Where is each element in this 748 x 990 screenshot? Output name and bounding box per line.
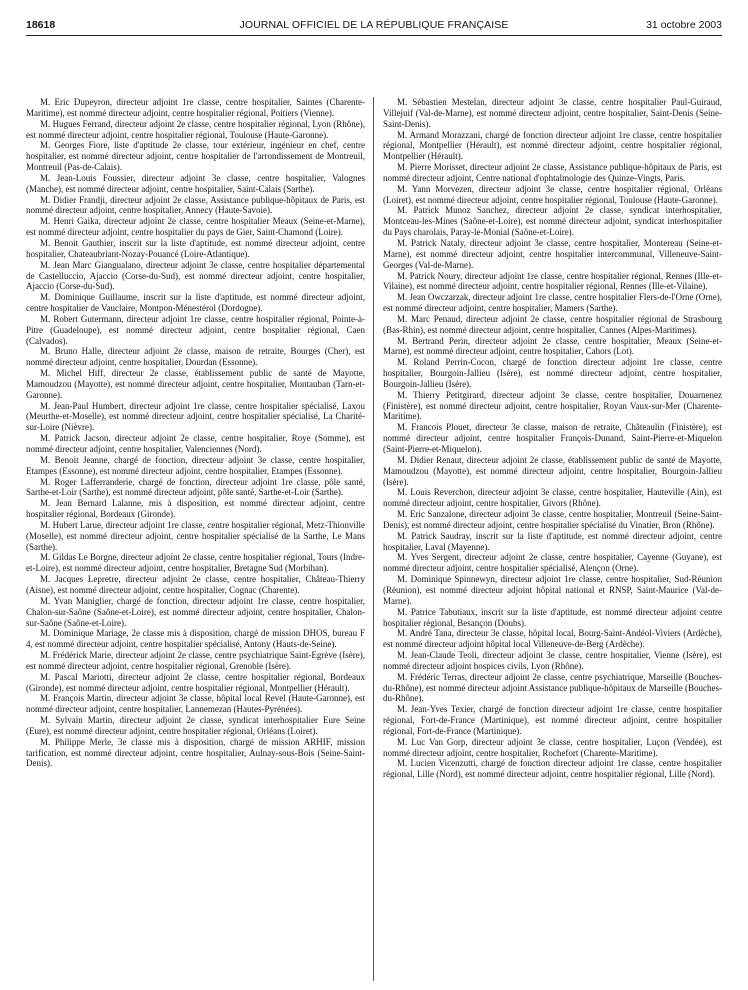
appointment-entry: M. Yann Morvezen, directeur adjoint 3e classe, centre hospitalier régional, Orléans (Loiret), est nommé directeur adjoint, centre hospitalier régional, Toulouse (Haute-Garonne). [383,183,722,205]
appointment-entry: M. Sylvain Martin, directeur adjoint 2e classe, syndicat interhospitalier Eure Seine (Eure), est nommé directeur adjoint, centre hospitalier régional, Orléans (Loiret). [26,715,365,736]
appointment-entry: M. Pierre Morisset, directeur adjoint 2e classe, Assistance publique-hôpitaux de Paris, est nommé directeur adjoint, Centre national d'ophtalmologie des Quinze-Vingts, Paris. [383,162,722,183]
appointment-entry: M. Patrick Munoz Sanchez, directeur adjoint 2e classe, syndicat interhospitalier, Montceau-les-Mines (Saône-et-Loire), est nommé directeur adjoint, syndicat interhospitalier du Pays charolais, Paray-le-Monial (Saône-et-Loire). [383,205,722,238]
page-number: 18618 [26,19,56,31]
appointment-entry: M. Hubert Larue, directeur adjoint 1re classe, centre hospitalier régional, Metz-Thionville (Moselle), est nommé directeur adjoint, centre hospitalier spécialisé de la Sarthe, Le Mans (Sarthe). [26,519,365,552]
appointment-entry: M. Roger Lafferranderie, chargé de fonction, directeur adjoint 1re classe, pôle santé, Sarthe-et-Loir (Sarthe), est nommé directeur adjoint, pôle santé, Sarthe-et-Loir (Sarthe). [26,476,365,498]
appointment-entry: M. Jean Owczarzak, directeur adjoint 1re classe, centre hospitalier Flers-de-l'Orne (Orne), est nommé directeur adjoint, centre hospitalier, Mamers (Sarthe). [383,292,722,314]
appointment-entry: M. Robert Gutermann, directeur adjoint 1re classe, centre hospitalier régional, Pointe-à-Pitre (Guadeloupe), est nommé directeur adjoint, centre hospitalier régional, Caen (Calvados). [26,313,365,346]
appointment-entry: M. Marc Penaud, directeur adjoint 2e classe, centre hospitalier régional de Strasbourg (Bas-Rhin), est nommé directeur adjoint, centre hospitalier, Cannes (Alpes-Maritimes). [383,313,722,335]
column-separator [373,97,374,981]
appointment-entry: M. Patrick Jacson, directeur adjoint 2e classe, centre hospitalier, Roye (Somme), est nommé directeur adjoint, centre hospitalier, Valenciennes (Nord). [26,433,365,454]
appointment-entry: M. Eric Dupeyron, directeur adjoint 1re classe, centre hospitalier, Saintes (Charente-Maritime), est nommé directeur adjoint, centre hospitalier régional, Poitiers (Vienne). [26,97,365,118]
appointment-entry: M. Benoit Jeanne, chargé de fonction, directeur adjoint 3e classe, centre hospitalier, Etampes (Essonne), est nommé directeur adjoint, centre hospitalier, Etampes (Essonne). [26,454,365,476]
appointment-entry: M. Didier Renaut, directeur adjoint 2e classe, établissement public de santé de Mayotte, Mamoudzou (Mayotte), est nommé directeur adjoint, centre hospitalier, Bourgoin-Jallieu (Isère). [383,454,722,487]
left-column [26,97,365,769]
appointment-entry: M. Louis Reverchon, directeur adjoint 3e classe, centre hospitalier, Hauteville (Ain), est nommé directeur adjoint, centre hospitalier, Givors (Rhône). [383,487,722,509]
appointment-entry: M. Luc Van Gorp, directeur adjoint 3e classe, centre hospitalier, Luçon (Vendée), est nommé directeur adjoint, centre hospitalier, Rochefort (Charente-Maritime). [383,736,722,758]
appointment-entry: M. Frédéric Terras, directeur adjoint 2e classe, centre psychiatrique, Marseille (Bouches-du-Rhône), est nommé directeur adjoint Assistance publique-hôpitaux de Marseille (Bouches-du-Rhône). [383,671,722,704]
appointment-entry: M. André Tana, directeur 3e classe, hôpital local, Bourg-Saint-Andéol-Viviers (Ardèche), est nommé directeur adjoint hôpital local Villeneuve-de-Berg (Ardèche). [383,628,722,650]
appointment-entry: M. Lucien Vicenzutti, chargé de fonction directeur adjoint 1re classe, centre hospitalier régional, Lille (Nord), est nommé directeur adjoint, centre hospitalier régional, Lille (Nord). [383,758,722,780]
appointment-entry: M. Sébastien Mestelan, directeur adjoint 3e classe, centre hospitalier Paul-Guiraud, Villejuif (Val-de-Marne), est nommé directeur adjoint, centre hospitalier, Saint-Denis (Seine-Saint-Denis). [383,97,722,129]
appointment-entry: M. Jean Marc Giangualano, directeur adjoint 3e classe, centre hospitalier départemental de Castelluccio, Ajaccio (Corse-du-Sud), est nommé directeur adjoint, centre hospitalier, Ajaccio (Corse-du-Sud). [26,259,365,292]
appointment-entry: M. Patrick Nataly, directeur adjoint 3e classe, centre hospitalier, Montereau (Seine-et-Marne), est nommé directeur adjoint, centre hospitalier intercommunal, Villeneuve-Saint-Georges (Val-de-Marne). [383,237,722,270]
appointment-entry: M. Yvan Maniglier, chargé de fonction, directeur adjoint 1re classe, centre hospitalier, Chalon-sur-Saône (Saône-et-Loire), est nommé directeur adjoint, centre hospitalier, Chalon-sur-Saône (Saône-et-Loire). [26,595,365,628]
appointment-entry: M. Jean-Louis Foussier, directeur adjoint 3e classe, centre hospitalier, Valognes (Manche), est nommé directeur adjoint, centre hospitalier, Saint-Calais (Sarthe). [26,172,365,194]
appointment-entry: M. Patrick Saudray, inscrit sur la liste d'aptitude, est nommé directeur adjoint, centre hospitalier, Laval (Mayenne). [383,530,722,552]
appointment-entry: M. Benoit Gauthier, inscrit sur la liste d'aptitude, est nommé directeur adjoint, centre hospitalier, Chateaubriant-Nozay-Pouancé (Loire-Atlantique). [26,237,365,259]
appointment-entry: M. Philippe Merle, 3e classe mis à disposition, chargé de mission ARHIF, mission tarification, est nommé directeur adjoint, centre hospitalier, Aulnay-sous-Bois (Seine-Saint-Denis). [26,736,365,769]
appointment-entry: M. Jean-Yves Texier, chargé de fonction directeur adjoint 1re classe, centre hospitalier régional, Fort-de-France (Martinique), est nommé directeur adjoint, centre hospitalier régional, Fort-de-France (Martinique). [383,704,722,736]
appointment-entry: M. Bruno Halle, directeur adjoint 2e classe, maison de retraite, Bourges (Cher), est nommé directeur adjoint, centre hospitalier, Dourdan (Essonne). [26,346,365,368]
appointment-entry: M. Yves Sergent, directeur adjoint 2e classe, centre hospitalier, Cayenne (Guyane), est nommé directeur adjoint, centre hospitalier spécialisé, Alençon (Orne). [383,552,722,574]
appointment-entry: M. Frédérick Marie, directeur adjoint 2e classe, centre psychiatrique Saint-Egrève (Isère), est nommé directeur adjoint, centre hospitalier régional, Grenoble (Isère). [26,650,365,671]
appointment-entry: M. Armand Morazzani, chargé de fonction directeur adjoint 1re classe, centre hospitalier régional, Montpellier (Hérault), est nommé directeur adjoint, centre hospitalier régional, Montpellier (Hérault). [383,129,722,162]
appointment-entry: M. Henri Gaika, directeur adjoint 2e classe, centre hospitalier Meaux (Seine-et-Marne), est nommé directeur adjoint, centre hospitalier du pays de Gier, Saint-Chamond (Loire). [26,216,365,238]
appointment-entry: M. Dominique Mariage, 2e classe mis à disposition, chargé de mission DHOS, bureau F 4, est nommé directeur adjoint, centre hospitalier spécialisé, Antony (Hauts-de-Seine). [26,628,365,650]
appointment-entry: M. Roland Perrin-Cocon, chargé de fonction directeur adjoint 1re classe, centre hospitalier, Bourgoin-Jallieu (Isère), est nommé directeur adjoint, centre hospitalier, Bourgoin-Jallieu (Isère). [383,357,722,389]
issue-date: 31 octobre 2003 [646,19,722,31]
appointment-entry: M. Michel Hiff, directeur 2e classe, établissement public de santé de Mayotte, Mamoudzou (Mayotte), est nommé directeur adjoint, centre hospitalier, Montauban (Tarn-et-Garonne). [26,368,365,400]
appointment-entry: M. Jean-Paul Humbert, directeur adjoint 1re classe, centre hospitalier spécialisé, Laxou (Meurthe-et-Moselle), est nommé directeur adjoint, centre hospitalier spécialisé, La Charité-sur-Loire (Nièvre). [26,400,365,433]
appointment-entry: M. Eric Sanzalone, directeur adjoint 3e classe, centre hospitalier, Montreuil (Seine-Saint-Denis), est nommé directeur adjoint, centre hospitalier spécialisé du Vinatier, Bron (Rhône). [383,509,722,530]
right-column [383,97,722,780]
appointment-entry: M. Bertrand Perin, directeur adjoint 2e classe, centre hospitalier, Meaux (Seine-et-Marne), est nommé directeur adjoint, centre hospitalier, Cahors (Lot). [383,335,722,357]
appointment-entry: M. Patrick Noury, directeur adjoint 1re classe, centre hospitalier régional, Rennes (Ille-et-Vilaine), est nommé directeur adjoint, centre hospitalier régional, Rennes (Ille-et-Vilaine). [383,270,722,292]
appointment-entry: M. Francois Plouet, directeur 3e classe, maison de retraite, Châteaulin (Finistère), est nommé directeur adjoint, centre hospitalier François-Dunand, Saint-Pierre-et-Miquelon (Saint-Pierre-et-Miquelon). [383,422,722,454]
appointment-entry: M. François Martin, directeur adjoint 3e classe, hôpital local Revel (Haute-Garonne), est nommé directeur adjoint, centre hospitalier, Lannemezan (Hautes-Pyrénées). [26,693,365,715]
appointment-entry: M. Jean-Claude Teoli, directeur adjoint 3e classe, centre hospitalier, Vienne (Isère), est nommé directeur adjoint hospices civils, Lyon (Rhône). [383,650,722,671]
appointment-entry: M. Dominique Guillaume, inscrit sur la liste d'aptitude, est nommé directeur adjoint, centre hospitalier de Vauclaire, Montpon-Ménestérol (Dordogne). [26,292,365,314]
appointment-entry: M. Jean Bernard Lalanne, mis à disposition, est nommé directeur adjoint, centre hospitalier régional, Bordeaux (Gironde). [26,498,365,520]
header-rule [26,35,722,36]
appointment-entry: M. Patrice Tabutiaux, inscrit sur la liste d'aptitude, est nommé directeur adjoint centre hospitalier régional, Besançon (Doubs). [383,606,722,628]
appointment-entry: M. Thierry Petitgirard, directeur adjoint 3e classe, centre hospitalier, Douarnenez (Finistère), est nommé directeur adjoint, centre hospitalier, Royan Vaux-sur-Mer (Charente-Maritime). [383,389,722,422]
appointment-entry: M. Pascal Mariotti, directeur adjoint 2e classe, centre hospitalier régional, Bordeaux (Gironde), est nommé directeur adjoint, centre hospitalier régional, Montpellier (Hérault). [26,671,365,693]
appointment-entry: M. Didier Frandji, directeur adjoint 2e classe, Assistance publique-hôpitaux de Paris, est nommé directeur adjoint, centre hospitalier, Annecy (Haute-Savoie). [26,194,365,216]
appointment-entry: M. Hugues Ferrand, directeur adjoint 2e classe, centre hospitalier régional, Lyon (Rhône), est nommé directeur adjoint, centre hospitalier régional, Toulouse (Haute-Garonne). [26,118,365,140]
appointment-entry: M. Georges Fiore, liste d'aptitude 2e classe, tour extérieur, ingénieur en chef, centre hospitalier, est nommé directeur adjoint, centre hospitalier de l'arrondissement de Montreuil, Montreuil (Pas-de-Calais). [26,140,365,173]
appointment-entry: M. Jacques Lepretre, directeur adjoint 2e classe, centre hospitalier, Château-Thierry (Aisne), est nommé directeur adjoint, centre hospitalier, Cognac (Charente). [26,574,365,595]
appointment-entry: M. Gildas Le Borgne, directeur adjoint 2e classe, centre hospitalier régional, Tours (Indre-et-Loire), est nommé directeur adjoint, centre hospitalier, Bretagne Sud (Morbihan). [26,552,365,574]
page-header [26,18,722,32]
journal-title: JOURNAL OFFICIEL DE LA RÉPUBLIQUE FRANÇAISE [239,19,509,31]
appointment-entry: M. Dominique Spinnewyn, directeur adjoint 1re classe, centre hospitalier, Sud-Réunion (Réunion), est nommé directeur adjoint hôpital national et RNSP, Saint-Maurice (Val-de-Marne). [383,574,722,606]
